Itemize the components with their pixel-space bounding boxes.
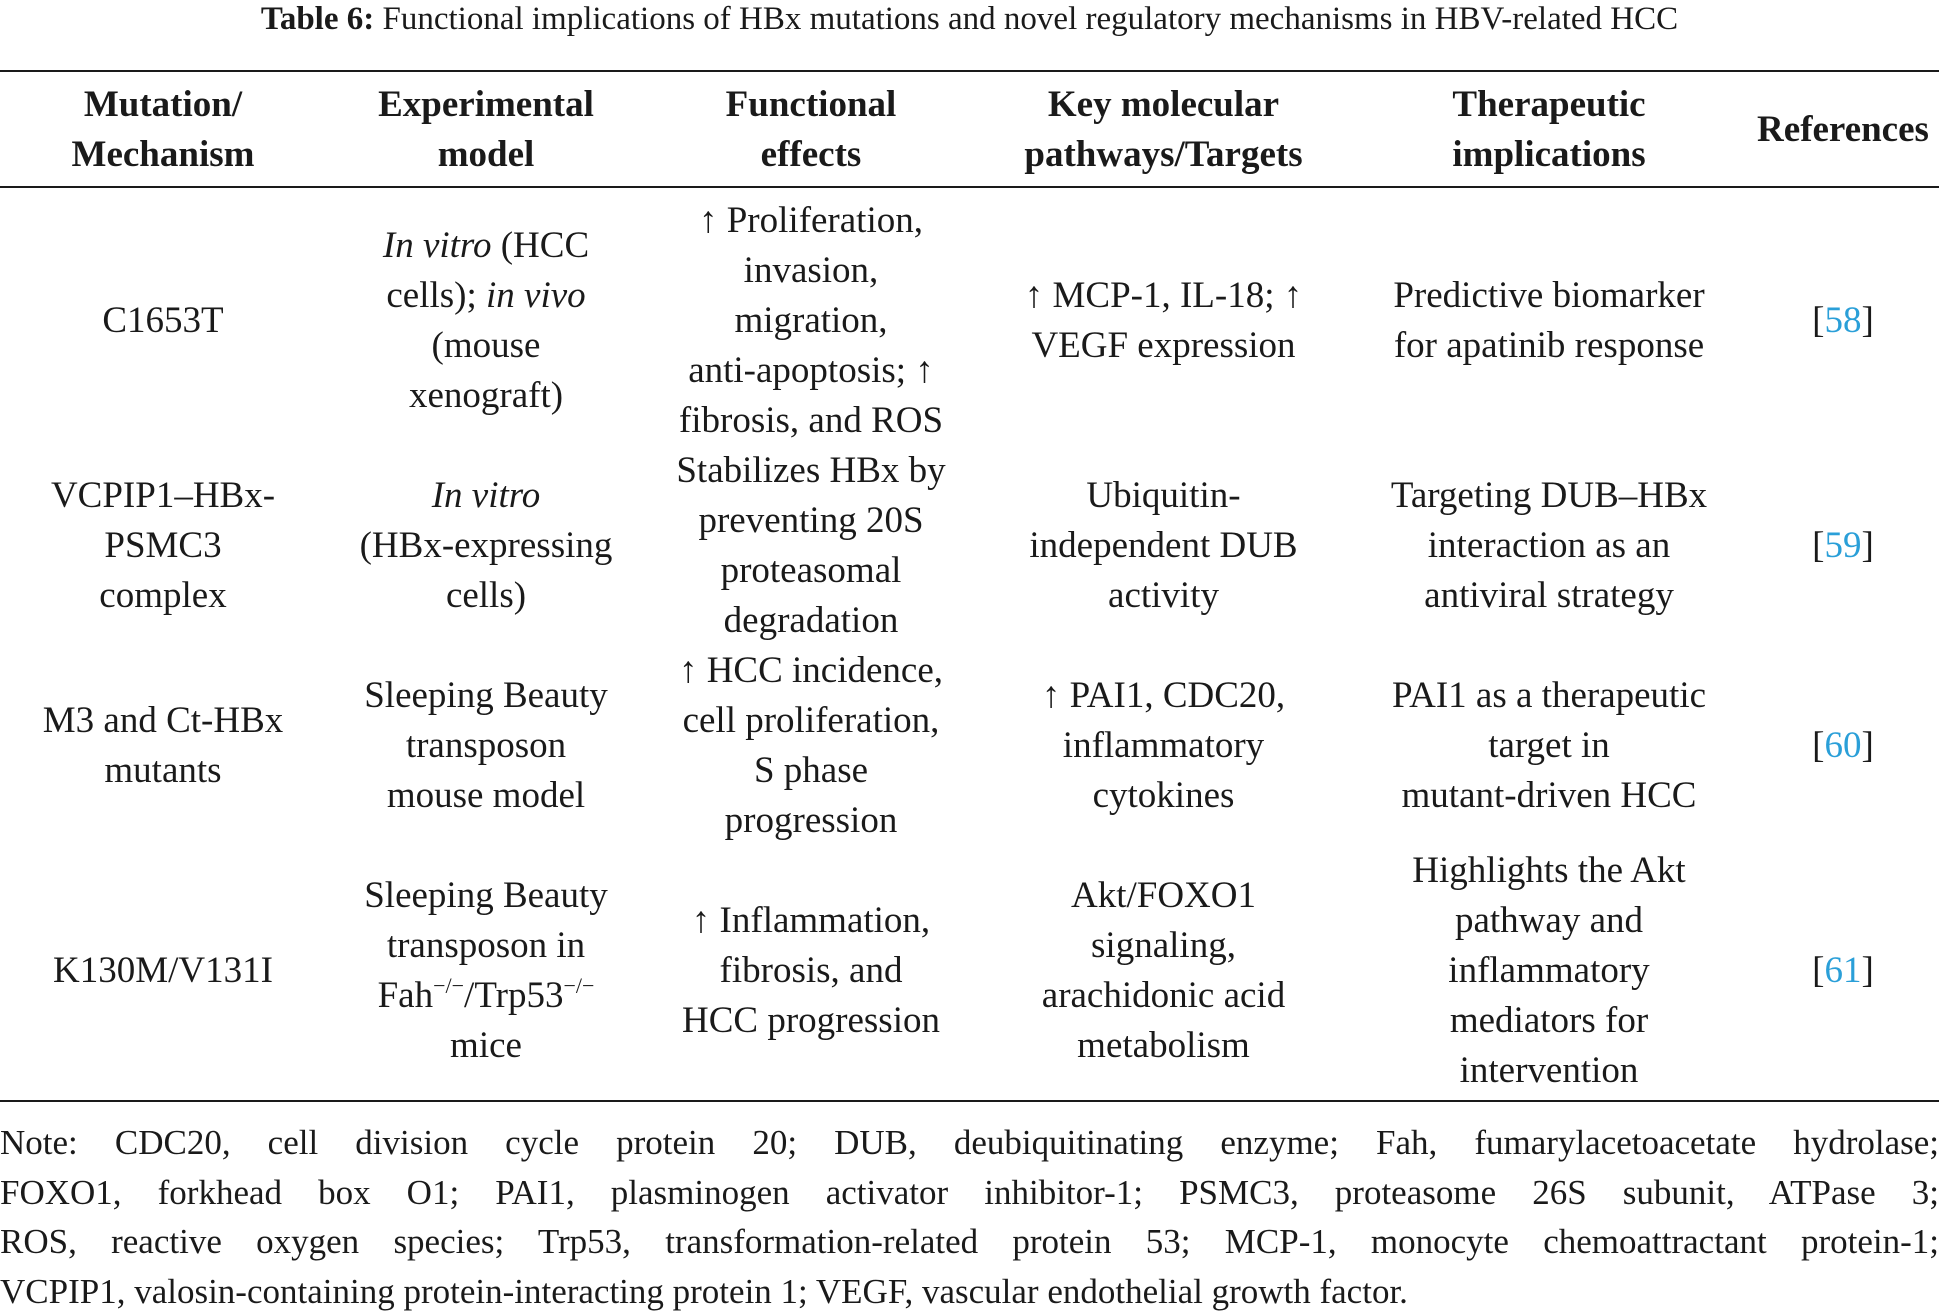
cell-line: mutant-driven HCC: [1402, 771, 1697, 821]
text: Fah: [378, 975, 434, 1016]
header-references: [1747, 80, 1939, 180]
cell-line: VEGF expression: [1031, 321, 1295, 371]
top-rule: [0, 70, 1939, 72]
cell-line: K130M/V131I: [53, 946, 273, 996]
cell-line: xenograft): [409, 371, 563, 421]
note-line: FOXO1, forkhead box O1; PAI1, plasminogen activator inhibitor-1; PSMC3, proteasome 26S subunit, ATPase 3;: [0, 1168, 1939, 1218]
bottom-rule: [0, 1100, 1939, 1102]
note-line: VCPIP1, valosin-containing protein-interacting protein 1; VEGF, vascular endothelial growth factor.: [0, 1267, 1939, 1316]
header-therapeutic-line: Therapeutic: [1452, 80, 1645, 130]
cell-line: metabolism: [1077, 1021, 1250, 1071]
cell-line: Ubiquitin-: [1086, 471, 1240, 521]
header-rule: [0, 186, 1939, 188]
cell-line: inflammatory: [1448, 946, 1649, 996]
cell-line: intervention: [1460, 1046, 1639, 1096]
cell-line: anti-apoptosis; ↑: [688, 346, 934, 396]
cell-line: cytokines: [1093, 771, 1235, 821]
cell-line: antiviral strategy: [1424, 571, 1674, 621]
header-effects-line: Functional: [726, 80, 897, 130]
cell-line: preventing 20S: [698, 496, 923, 546]
reference-link[interactable]: 59: [1825, 525, 1862, 566]
cell-line: Highlights the Akt: [1412, 846, 1685, 896]
cell-line: PSMC3: [104, 521, 221, 571]
italic-text: in vivo: [486, 275, 586, 316]
cell-line: Predictive biomarker: [1393, 271, 1704, 321]
cell-line: (mouse: [432, 321, 541, 371]
cell-line: fibrosis, and: [720, 946, 903, 996]
table-caption: [0, 0, 1939, 38]
table-cell-effects: [646, 846, 976, 1096]
text: cells);: [386, 275, 486, 316]
cell-line: ↑ PAI1, CDC20,: [1042, 671, 1285, 721]
italic-text: In vitro: [383, 225, 492, 266]
cell-line: interaction as an: [1428, 521, 1670, 571]
cell-line: PAI1 as a therapeutic: [1392, 671, 1706, 721]
cell-line: VCPIP1–HBx-: [51, 471, 275, 521]
table-cell-reference: [1747, 646, 1939, 846]
cell-line: target in: [1488, 721, 1610, 771]
cell-line: Stabilizes HBx by: [676, 446, 945, 496]
table-note: [0, 1118, 1939, 1316]
table-label: Table 6:: [261, 1, 374, 37]
reference: [61]: [1812, 946, 1874, 996]
cell-line: mouse model: [387, 771, 585, 821]
table-cell-therapeutic: [1351, 196, 1747, 446]
cell-line: fibrosis, and ROS: [679, 396, 943, 446]
header-mutation: [0, 80, 326, 180]
cell-line: HCC progression: [682, 996, 940, 1046]
header-pathways: [976, 80, 1351, 180]
cell-line: proteasomal: [721, 546, 902, 596]
text: /Trp53: [464, 975, 563, 1016]
header-model-line: Experimental: [378, 80, 594, 130]
table-cell-model: [326, 846, 646, 1096]
header-mutation-line: Mutation/: [84, 80, 242, 130]
header-model-line: model: [438, 130, 535, 180]
cell-line: Sleeping Beauty: [364, 671, 608, 721]
table-title: Functional implications of HBx mutations and novel regulatory mechanisms in HBV-related HCC: [374, 1, 1678, 37]
superscript: −/−: [563, 973, 594, 998]
note-line: ROS, reactive oxygen species; Trp53, transformation-related protein 53; MCP-1, monocyte chemoattractant protein-1;: [0, 1217, 1939, 1267]
header-mutation-line: Mechanism: [72, 130, 255, 180]
cell-line: for apatinib response: [1394, 321, 1704, 371]
cell-line: [432, 471, 541, 521]
table-cell-pathways: [976, 196, 1351, 446]
table-cell-reference: [1747, 446, 1939, 646]
reference-link[interactable]: 58: [1825, 300, 1862, 341]
cell-line: activity: [1108, 571, 1219, 621]
cell-line: [383, 221, 589, 271]
table-cell-effects: [646, 446, 976, 646]
header-therapeutic-line: implications: [1452, 130, 1645, 180]
cell-line: signaling,: [1091, 921, 1236, 971]
cell-line: ↑ Inflammation,: [692, 896, 930, 946]
cell-line: arachidonic acid: [1042, 971, 1285, 1021]
cell-line: transposon in: [387, 921, 585, 971]
cell-line: Targeting DUB–HBx: [1391, 471, 1707, 521]
table-cell-mutation: [0, 446, 326, 646]
table-cell-effects: [646, 196, 976, 446]
cell-line: inflammatory: [1063, 721, 1264, 771]
cell-line: pathway and: [1455, 896, 1643, 946]
header-effects-line: effects: [761, 130, 862, 180]
cell-line: cells): [446, 571, 526, 621]
cell-line: [378, 971, 595, 1021]
cell-line: degradation: [724, 596, 899, 646]
table-cell-reference: [1747, 846, 1939, 1096]
cell-line: transposon: [406, 721, 566, 771]
table-cell-mutation: [0, 196, 326, 446]
header-therapeutic: [1351, 80, 1747, 180]
table-cell-reference: [1747, 196, 1939, 446]
cell-line: mediators for: [1450, 996, 1648, 1046]
header-model: [326, 80, 646, 180]
reference: [59]: [1812, 521, 1874, 571]
table-cell-model: [326, 646, 646, 846]
text: (HCC: [491, 225, 589, 266]
table-cell-therapeutic: [1351, 846, 1747, 1096]
reference-link[interactable]: 61: [1825, 950, 1862, 991]
cell-line: independent DUB: [1029, 521, 1297, 571]
table-cell-pathways: [976, 446, 1351, 646]
cell-line: (HBx-expressing: [360, 521, 613, 571]
reference: [58]: [1812, 296, 1874, 346]
cell-line: invasion,: [744, 246, 879, 296]
cell-line: cell proliferation,: [683, 696, 940, 746]
header-pathways-line: Key molecular: [1048, 80, 1279, 130]
italic-text: In vitro: [432, 475, 541, 516]
cell-line: progression: [725, 796, 898, 846]
cell-line: ↑ HCC incidence,: [679, 646, 943, 696]
header-references-line: References: [1757, 105, 1929, 155]
cell-line: mice: [450, 1021, 522, 1071]
table-cell-model: [326, 446, 646, 646]
table-cell-therapeutic: [1351, 646, 1747, 846]
table-cell-pathways: [976, 846, 1351, 1096]
cell-line: ↑ Proliferation,: [699, 196, 923, 246]
table-cell-mutation: [0, 846, 326, 1096]
table-cell-model: [326, 196, 646, 446]
cell-line: C1653T: [102, 296, 223, 346]
header-pathways-line: pathways/Targets: [1024, 130, 1302, 180]
table-cell-pathways: [976, 646, 1351, 846]
cell-line: Sleeping Beauty: [364, 871, 608, 921]
reference-link[interactable]: 60: [1825, 725, 1862, 766]
table-cell-mutation: [0, 646, 326, 846]
cell-line: mutants: [104, 746, 221, 796]
superscript: −/−: [433, 973, 464, 998]
cell-line: Akt/FOXO1: [1071, 871, 1256, 921]
cell-line: S phase: [754, 746, 868, 796]
cell-line: M3 and Ct-HBx: [43, 696, 284, 746]
cell-line: complex: [99, 571, 226, 621]
reference: [60]: [1812, 721, 1874, 771]
note-line: Note: CDC20, cell division cycle protein 20; DUB, deubiquitinating enzyme; Fah, fumarylacetoacetate hydrolase;: [0, 1118, 1939, 1168]
header-effects: [646, 80, 976, 180]
cell-line: ↑ MCP-1, IL-18; ↑: [1025, 271, 1303, 321]
table-cell-therapeutic: [1351, 446, 1747, 646]
cell-line: [386, 271, 585, 321]
cell-line: migration,: [734, 296, 887, 346]
table-cell-effects: [646, 646, 976, 846]
